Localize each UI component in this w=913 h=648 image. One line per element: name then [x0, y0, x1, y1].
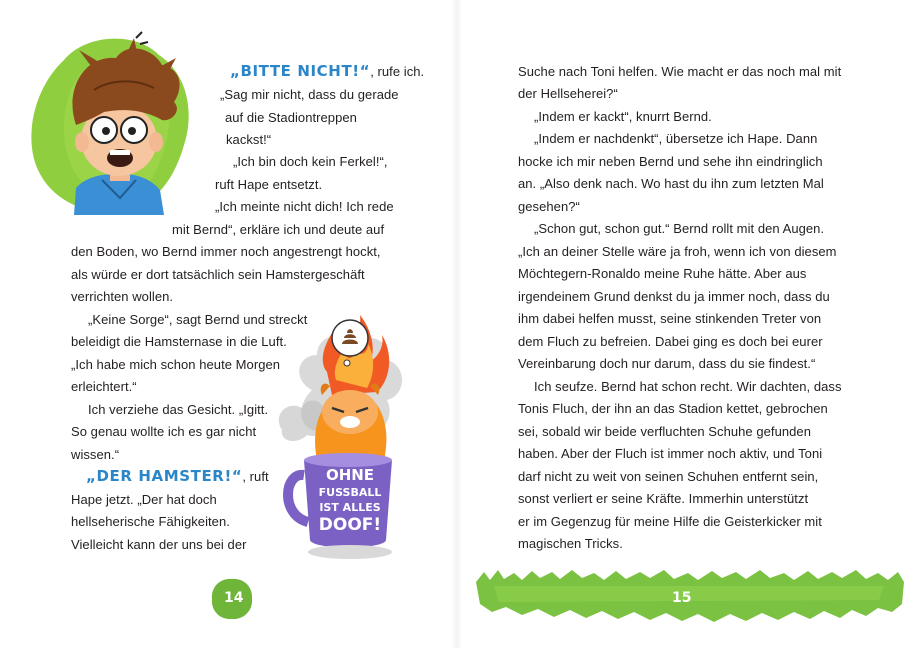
- text-line: auf die Stadiontreppen: [225, 110, 357, 125]
- mug-text: OHNE: [325, 466, 375, 484]
- text-line: an. „Also denk nach. Wo hast du ihn zum letzten Mal: [518, 176, 824, 191]
- text-line: Ich seufze. Bernd hat schon recht. Wir dachten, dass: [534, 379, 842, 394]
- text-line: „Keine Sorge“, sagt Bernd und streckt: [88, 312, 308, 327]
- mug-text: IST ALLES: [319, 501, 381, 514]
- text-line: „Ich meinte nicht dich! Ich rede: [215, 199, 394, 214]
- text-line: irgendeinem Grund denkst du ja immer noch, dass du: [518, 289, 830, 304]
- text-line: als würde er dort tatsächlich sein Hamstergeschäft: [71, 267, 365, 282]
- text-line: „Sag mir nicht, dass du gerade: [220, 87, 399, 102]
- text-line: „Indem er kackt“, knurrt Bernd.: [534, 109, 712, 124]
- boy-illustration: [24, 30, 194, 215]
- hamster-mug-illustration: [272, 300, 417, 562]
- text-line: er im Gegenzug für meine Hilfe die Geisterkicker mit: [518, 514, 822, 529]
- text-line: gesehen?“: [518, 199, 580, 214]
- text-line: haben. Aber der Fluch ist immer noch aktiv, und Toni: [518, 446, 823, 461]
- text-line: Vielleicht kann der uns bei der: [71, 537, 247, 552]
- text-line: ruft Hape entsetzt.: [215, 177, 323, 192]
- text-line: sei, sobald wir beide verfluchten Schuhe gefunden: [518, 424, 811, 439]
- page-number: 15: [672, 590, 692, 606]
- exclamation-highlight: „DER HAMSTER!“: [86, 467, 243, 485]
- text-line: verrichten wollen.: [71, 289, 174, 304]
- text-line: Suche nach Toni helfen. Wie macht er das noch mal mit: [518, 64, 842, 79]
- text-line: ihm dabei helfen musst, seine stinkenden Treter von: [518, 311, 822, 326]
- text-line: Tonis Fluch, der ihn an das Stadion kettet, gebrochen: [518, 401, 828, 416]
- text-line: sonst verliert er seine Kräfte. Immerhin unterstützt: [518, 491, 809, 506]
- text-line: „Schon gut, schon gut.“ Bernd rollt mit den Augen.: [534, 221, 825, 236]
- text-line: Ich verziehe das Gesicht. „Igitt.: [88, 402, 269, 417]
- text-line: mit Bernd“, erkläre ich und deute auf: [172, 222, 385, 237]
- text-line: wissen.“: [71, 447, 120, 462]
- text-line: Möchtegern-Ronaldo meine Ruhe hätte. Aber aus: [518, 266, 807, 281]
- text-line: der Hellseherei?“: [518, 86, 618, 101]
- text-line: „Indem er nachdenkt“, übersetze ich Hape. Dann: [534, 131, 818, 146]
- text-line: „DER HAMSTER!“, ruft: [86, 467, 269, 485]
- text-line: „Ich habe mich schon heute Morgen: [71, 357, 281, 372]
- mug-text: FUSSBALL: [318, 486, 382, 499]
- text-line: beleidigt die Hamsternase in die Luft.: [71, 334, 287, 349]
- text-line: „Ich an deiner Stelle wäre ja froh, wenn ich von diesem: [518, 244, 837, 259]
- mug-text: DOOF!: [318, 515, 382, 535]
- text-line: „Ich bin doch kein Ferkel!“,: [233, 154, 388, 169]
- text-line: „BITTE NICHT!“, rufe ich.: [230, 62, 425, 80]
- text-line: Vereinbarung doch nur darum, dass du sie findest.“: [518, 356, 816, 371]
- text-line: hellseherische Fähigkeiten.: [71, 514, 230, 529]
- text-line: dem Fluch zu befreien. Dabei ging es doch bei eurer: [518, 334, 823, 349]
- text-line: magischen Tricks.: [518, 536, 623, 551]
- text-line: So genau wollte ich es gar nicht: [71, 424, 257, 439]
- text-line: erleichtert.“: [71, 379, 137, 394]
- text-line: darf nicht zu weit von seinen Schuhen entfernt sein,: [518, 469, 819, 484]
- left-page: [0, 0, 456, 648]
- page-number: 14: [224, 590, 244, 606]
- text-line: den Boden, wo Bernd immer noch angestrengt hockt,: [71, 244, 381, 259]
- text-line: hocke ich mir neben Bernd und sehe ihn eindringlich: [518, 154, 823, 169]
- text-line: Hape jetzt. „Der hat doch: [71, 492, 217, 507]
- text-line: kackst!“: [226, 132, 272, 147]
- exclamation-highlight: „BITTE NICHT!“: [230, 62, 371, 80]
- right-page: [456, 0, 913, 648]
